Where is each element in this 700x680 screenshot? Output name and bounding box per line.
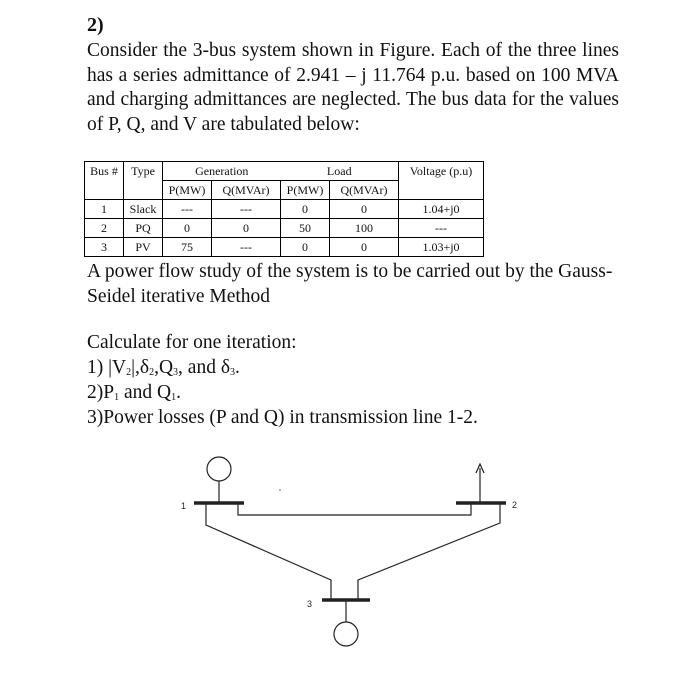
cell-gen-p: 0 [163,219,212,238]
cell-gen-q: 0 [212,219,281,238]
line-1-2 [238,503,471,515]
cell-gen-p: 75 [163,238,212,257]
header-gen-p: P(MW) [163,181,212,200]
cell-type: PQ [124,219,163,238]
header-bus: Bus # [85,162,124,181]
task-1: 1) $|V_2|,\delta_2,Q_3$, and $\delta_3$. [87,357,240,378]
cell-gen-p: --- [163,200,212,219]
bus3-label: 3 [307,599,313,609]
header-load: Load [281,162,399,181]
cell-voltage: --- [399,219,484,238]
cell-type: Slack [124,200,163,219]
cell-bus: 3 [85,238,124,257]
cell-type: PV [124,238,163,257]
question-number: 2) [87,14,104,36]
header-load-q: Q(MVAr) [330,181,399,200]
cell-load-q: 0 [330,238,399,257]
cell-load-q: 100 [330,219,399,238]
task-2: $2)P_1$ and $Q_1$. [87,382,181,403]
stray-dot [279,489,281,491]
cell-voltage: 1.03+j0 [399,238,484,257]
line-1-3 [206,503,331,600]
header-gen-q: Q(MVAr) [212,181,281,200]
cell-load-p: 0 [281,238,330,257]
cell-gen-q: --- [212,238,281,257]
header-type: Type [124,162,163,181]
cell-gen-q: --- [212,200,281,219]
problem-statement: Consider the 3-bus system shown in Figure. Each of the three lines has a series admittance of 2.941 – j 11.764 p.u. based on 100 MVA and charging admittances are neglected. The bus data for the values of P, Q, and V are tabulated below: [87,40,619,135]
generator-bus1-icon [207,457,231,481]
generator-bus3-icon [334,622,358,646]
method-statement: A power flow study of the system is to be carried out by the Gauss-Seidel iterative Method [87,261,613,307]
line-2-3 [358,503,500,600]
cell-load-p: 50 [281,219,330,238]
bus2-label: 2 [512,500,518,510]
cell-bus: 1 [85,200,124,219]
task-3: 3)Power losses (P and Q) in transmission line 1-2. [87,407,478,428]
calc-heading: Calculate for one iteration: [87,332,297,353]
bus1-label: 1 [181,501,187,511]
header-generation: Generation [163,162,281,181]
cell-load-p: 0 [281,200,330,219]
cell-voltage: 1.04+j0 [399,200,484,219]
cell-bus: 2 [85,219,124,238]
header-voltage: Voltage (p.u) [399,162,484,181]
header-load-p: P(MW) [281,181,330,200]
cell-load-q: 0 [330,200,399,219]
